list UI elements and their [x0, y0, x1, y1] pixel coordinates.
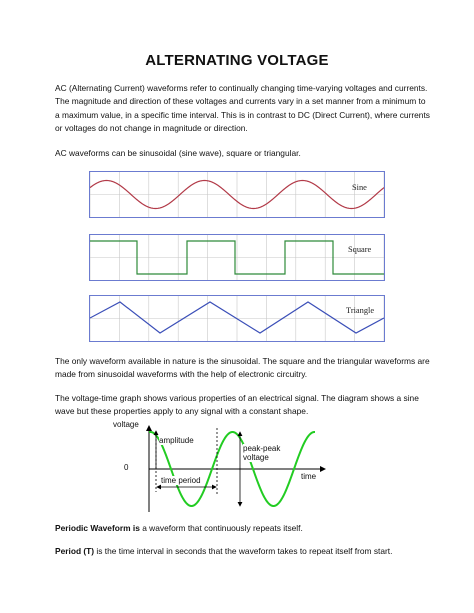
triangle-label: Triangle: [346, 306, 375, 315]
triangle-wave-panel: [89, 295, 385, 342]
time-axis-label: time: [301, 472, 317, 481]
sine-wave-graph: [90, 172, 384, 217]
periodic-definition: [55, 522, 430, 535]
voltage-axis-label: voltage: [113, 420, 139, 429]
graph-intro-paragraph: The voltage-time graph shows various properties of an electrical signal. The diagram shows a sine wave but these properties apply to any signal with a constant shape.: [55, 393, 419, 417]
period-text: is the time interval in seconds that the waveform takes to repeat itself from start.: [94, 546, 393, 556]
page-title: ALTERNATING VOLTAGE: [145, 52, 329, 69]
square-label: Square: [348, 245, 372, 254]
square-wave-panel: [89, 234, 385, 281]
voltage-time-diagram: [115, 422, 345, 514]
period-definition: [55, 545, 430, 558]
periodic-text: a waveform that continuously repeats itself.: [139, 523, 303, 533]
time-period-label: time period: [161, 476, 201, 485]
voltage-time-graph: [115, 422, 345, 514]
peak-peak-label: [243, 444, 280, 462]
triangle-wave-graph: [90, 296, 384, 341]
zero-label: 0: [124, 463, 129, 472]
peak-peak-label-line2: voltage: [243, 453, 269, 462]
intro-paragraph: AC (Alternating Current) waveforms refer to continually changing time-varying voltages and currents. The magnitude and direction of these voltages and currents vary in a set manner from a minimum to a maximum value, in a specific time interval. This is in contrast to DC (Direct Current), where currents or voltages do not change in magnitude or direction.: [55, 83, 430, 134]
types-paragraph: AC waveforms can be sinusoidal (sine wave), square or triangular.: [55, 148, 301, 158]
peak-peak-label-line1: peak-peak: [243, 444, 281, 453]
period-term: Period (T): [55, 546, 95, 556]
sine-label: Sine: [352, 183, 367, 192]
amplitude-label: amplitude: [159, 436, 194, 445]
sine-wave-panel: [89, 171, 385, 218]
periodic-term: Periodic Waveform is: [55, 523, 140, 533]
square-wave-graph: [90, 235, 384, 280]
natural-paragraph: The only waveform available in nature is the sinusoidal. The square and the triangular waveforms are made from sinusoidal waveforms with the help of electronic circuitry.: [55, 356, 430, 380]
